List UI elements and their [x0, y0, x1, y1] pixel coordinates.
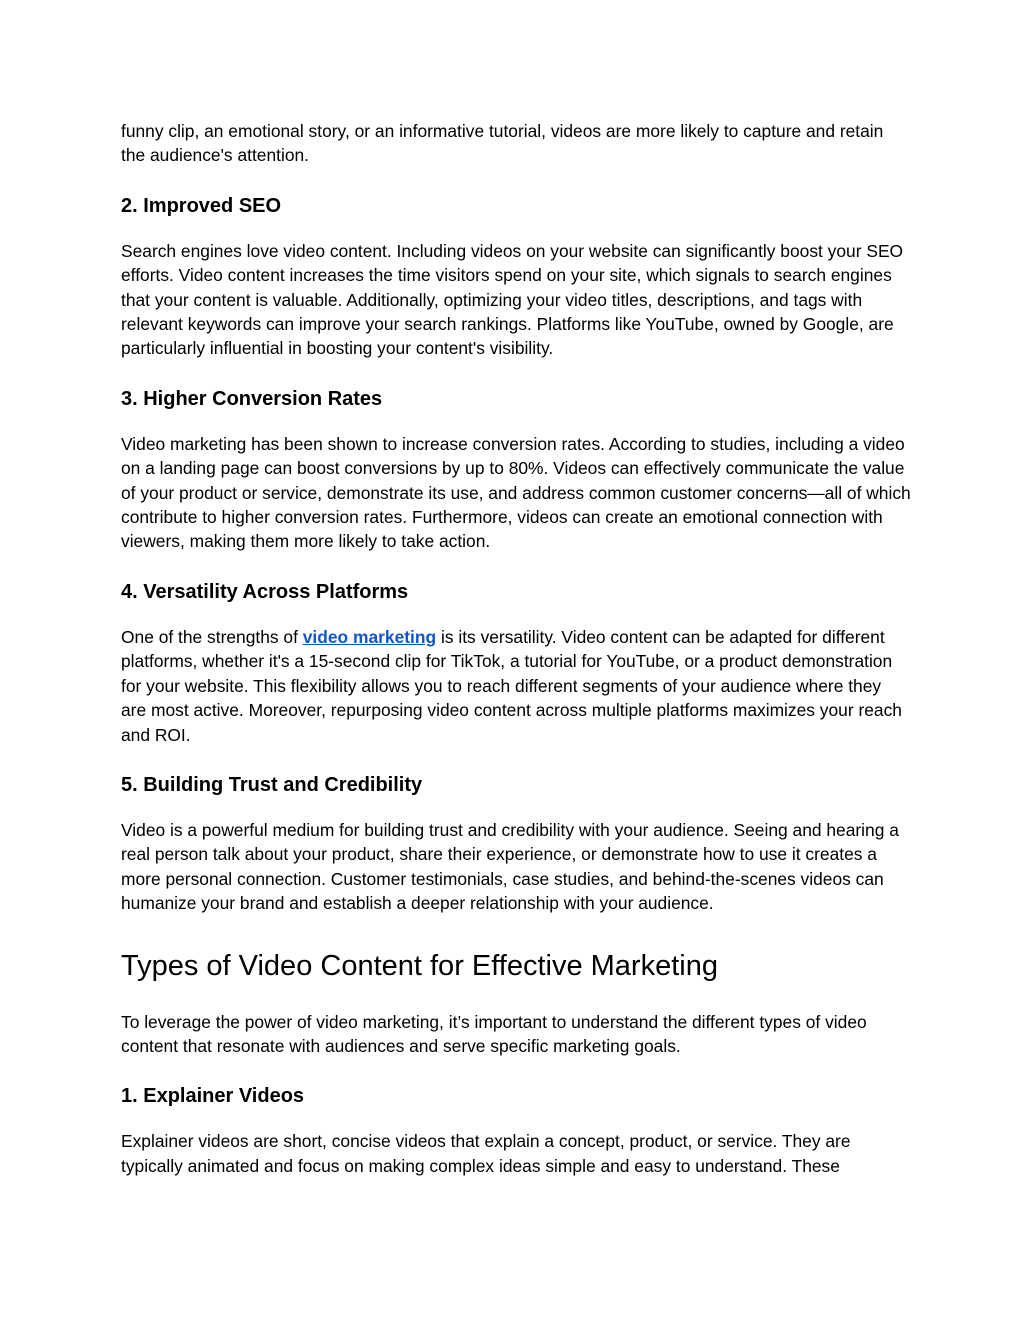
paragraph-versatility	[121, 625, 911, 747]
paragraph-explainer-videos: Explainer videos are short, concise videos that explain a concept, product, or service. They are typically animated and focus on making complex ideas simple and easy to understand. These	[121, 1131, 851, 1176]
heading-trust-credibility: 5. Building Trust and Credibility	[121, 773, 423, 796]
heading-higher-conversion-rates: 3. Higher Conversion Rates	[121, 387, 383, 410]
intro-paragraph: funny clip, an emotional story, or an informative tutorial, videos are more likely to capture and retain the audience's attention.	[121, 121, 884, 166]
paragraph-higher-conversion-rates: Video marketing has been shown to increase conversion rates. According to studies, including a video on a landing page can boost conversions by up to 80%. Videos can effectively communicate the value of your product or service, demonstrate its use, and address common customer concerns—all of which contribute to higher conversion rates. Furthermore, videos can create an emotional connection with viewers, making them more likely to take action.	[121, 433, 911, 552]
video-marketing-link[interactable]: video marketing	[302, 626, 437, 647]
heading-improved-seo: 2. Improved SEO	[121, 194, 282, 217]
versatility-text-end: is its versatility. Video content can be adapted for different platforms, whether it's a 15-second clip for TikTok, a tutorial for YouTube, or a product demonstration for your website. This flexibility allows you to reach different segments of your audience where they are most active. Moreover, repurposing video content across multiple platforms maximizes your reach and ROI.	[121, 626, 902, 745]
paragraph-trust-credibility: Video is a powerful medium for building trust and credibility with your audience. Seeing and hearing a real person talk about your product, share their experience, or demonstrate how to use it creates a more personal connection. Customer testimonials, case studies, and behind-the-scenes videos can humanize your brand and establish a deeper relationship with your audience.	[121, 819, 899, 914]
versatility-text-start: One of the strengths of	[121, 626, 303, 647]
paragraph-improved-seo: Search engines love video content. Including videos on your website can significantly boost your SEO efforts. Video content increases the time visitors spend on your site, which signals to search engines that your content is valuable. Additionally, optimizing your video titles, descriptions, and tags with relevant keywords can improve your search rankings. Platforms like YouTube, owned by Google, are particularly influential in boosting your content's visibility.	[121, 240, 904, 359]
paragraph-types-intro: To leverage the power of video marketing, it’s important to understand the different types of video content that resonate with audiences and serve specific marketing goals.	[121, 1011, 867, 1056]
heading-explainer-videos: 1. Explainer Videos	[121, 1085, 305, 1108]
document-page	[121, 119, 911, 1178]
heading-versatility: 4. Versatility Across Platforms	[121, 580, 409, 603]
section-title-types-of-video: Types of Video Content for Effective Marketing	[121, 949, 718, 982]
